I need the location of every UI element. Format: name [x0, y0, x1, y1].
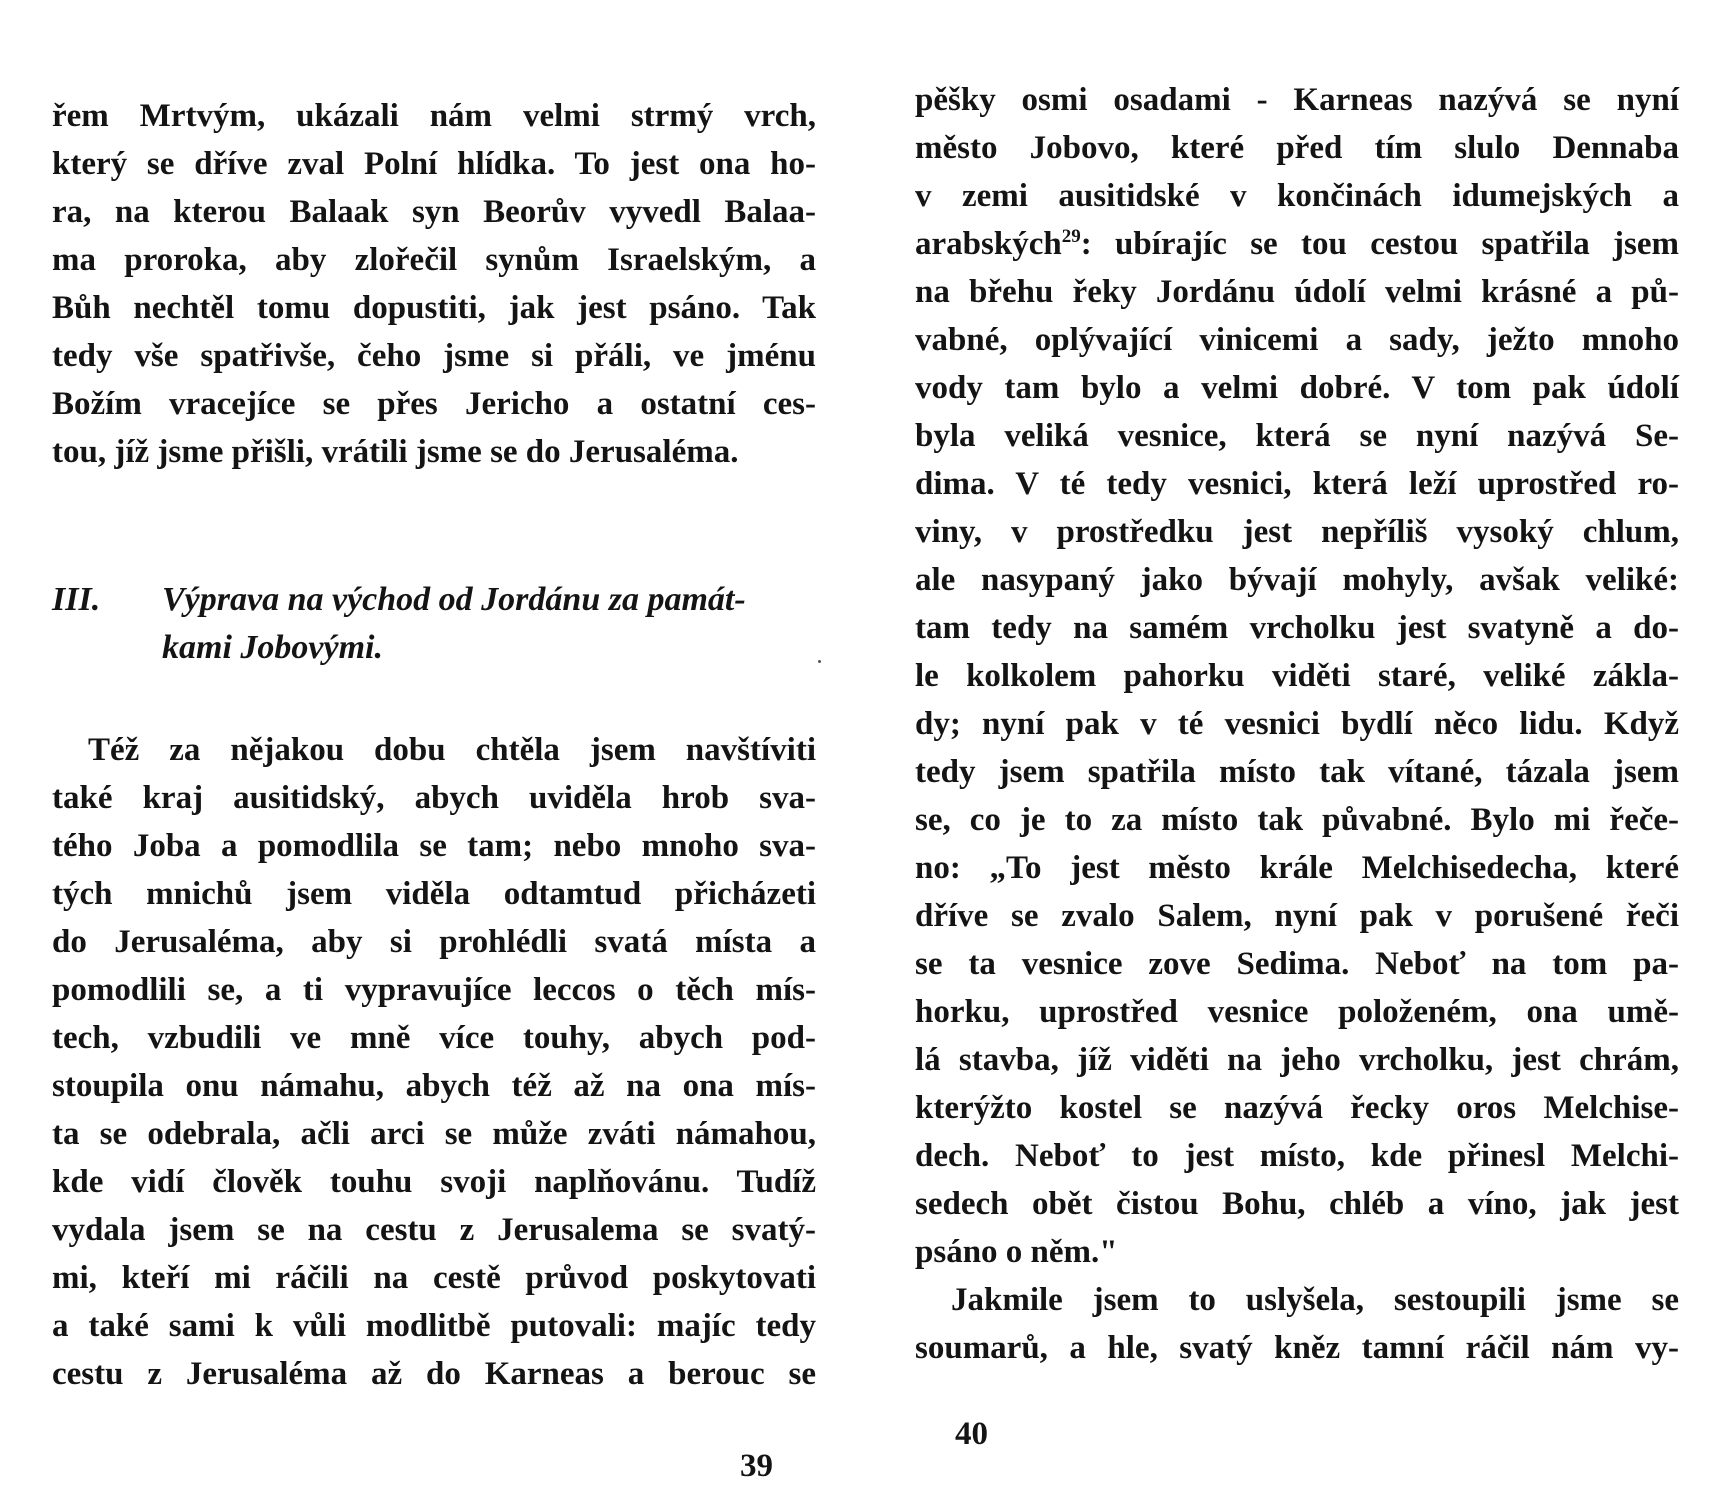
text-line: tam tedy na samém vrcholku jest svatyně a do- — [915, 610, 1679, 646]
text-line: ale nasypaný jako bývají mohyly, avšak veliké: — [915, 562, 1679, 598]
text-line: sedech obět čistou Bohu, chléb a víno, jak jest — [915, 1186, 1679, 1222]
text-line: tech, vzbudili ve mně více touhy, abych pod- — [52, 1020, 816, 1056]
text-line: ma proroka, aby zlořečil synům Israelským, a — [52, 242, 816, 278]
right-page — [859, 0, 1718, 1500]
text-line: kde vidí člověk touhu svoji naplňovánu. Tudíž — [52, 1164, 816, 1200]
text-line: viny, v prostředku jest nepříliš vysoký chlum, — [915, 514, 1679, 550]
text-line: Jakmile jsem to uslyšela, sestoupili jsme se — [951, 1282, 1679, 1318]
text-line: tých mnichů jsem viděla odtamtud přicházeti — [52, 876, 816, 912]
page-number: 39 — [740, 1448, 773, 1484]
text-line: no: „To jest město krále Melchisedecha, které — [915, 850, 1679, 886]
text-line: město Jobovo, které před tím slulo Dennaba — [915, 130, 1679, 166]
text-line: a také sami k vůli modlitbě putovali: majíc tedy — [52, 1308, 816, 1344]
text-line: řem Mrtvým, ukázali nám velmi strmý vrch, — [52, 98, 816, 134]
text-line: dima. V té tedy vesnici, která leží uprostřed ro- — [915, 466, 1679, 502]
text-line: Též za nějakou dobu chtěla jsem navštíviti — [88, 732, 816, 768]
text-fragment: arabských — [915, 226, 1062, 262]
section-title-line: kami Jobovými. — [162, 629, 383, 666]
text-line: pomodlili se, a ti vypravujíce leccos o těch mís- — [52, 972, 816, 1008]
text-line: také kraj ausitidský, abych uviděla hrob sva- — [52, 780, 816, 816]
text-line: stoupila onu námahu, abych též až na ona mís- — [52, 1068, 816, 1104]
text-line: do Jerusaléma, aby si prohlédli svatá místa a — [52, 924, 816, 960]
text-line: byla veliká vesnice, která se nyní nazývá Se- — [915, 418, 1679, 454]
text-line: pěšky osmi osadami - Karneas nazývá se nyní — [915, 82, 1679, 118]
text-line: psáno o něm." — [915, 1234, 1118, 1270]
text-fragment: : ubírajíc se tou cestou spatřila jsem — [1080, 226, 1679, 262]
text-line-with-footnote — [915, 220, 1679, 268]
text-line: se ta vesnice zove Sedima. Neboť na tom pa- — [915, 946, 1679, 982]
text-line: cestu z Jerusaléma až do Karneas a berouc se — [52, 1356, 816, 1392]
text-line: tedy jsem spatřila místo tak vítané, tázala jsem — [915, 754, 1679, 790]
print-speck — [818, 660, 821, 663]
text-line: dříve se zvalo Salem, nyní pak v porušené řeči — [915, 898, 1679, 934]
text-line: tedy vše spatřivše, čeho jsme si přáli, ve jménu — [52, 338, 816, 374]
text-line: Božím vracejíce se přes Jericho a ostatní ces- — [52, 386, 816, 422]
text-line: dy; nyní pak v té vesnici bydlí něco lidu. Když — [915, 706, 1679, 742]
left-text-column — [52, 92, 816, 1398]
page-number: 40 — [955, 1416, 988, 1452]
section-number: III. — [52, 581, 101, 618]
spacer — [52, 476, 816, 576]
text-line: horku, uprostřed vesnice položeném, ona umě- — [915, 994, 1679, 1030]
spacer — [52, 672, 816, 726]
text-line: tou, jíž jsme přišli, vrátili jsme se do Jerusaléma. — [52, 434, 739, 470]
text-line: mi, kteří mi ráčili na cestě průvod poskytovati — [52, 1260, 816, 1296]
section-title — [162, 576, 816, 672]
text-line: který se dříve zval Polní hlídka. To jest ona ho- — [52, 146, 816, 182]
section-heading — [52, 576, 816, 672]
text-line: dech. Neboť to jest místo, kde přinesl Melchi- — [915, 1138, 1679, 1174]
text-line: na břehu řeky Jordánu údolí velmi krásné a pů- — [915, 274, 1679, 310]
section-title-line: Výprava na východ od Jordánu za památ- — [162, 581, 746, 618]
text-line: soumarů, a hle, svatý kněz tamní ráčil nám vy- — [915, 1330, 1679, 1366]
text-line: kterýžto kostel se nazývá řecky oros Melchise- — [915, 1090, 1679, 1126]
text-line: vydala jsem se na cestu z Jerusalema se svatý- — [52, 1212, 816, 1248]
text-line: Bůh nechtěl tomu dopustiti, jak jest psáno. Tak — [52, 290, 816, 326]
text-line: v zemi ausitidské v končinách idumejských a — [915, 178, 1679, 214]
text-line: vody tam bylo a velmi dobré. V tom pak údolí — [915, 370, 1679, 406]
text-line: tého Joba a pomodlila se tam; nebo mnoho sva- — [52, 828, 816, 864]
text-line: lá stavba, jíž viděti na jeho vrcholku, jest chrám, — [915, 1042, 1679, 1078]
footnote-marker: 29 — [1061, 226, 1081, 247]
right-text-column — [915, 76, 1679, 1372]
text-line: ra, na kterou Balaak syn Beorův vyvedl Balaa- — [52, 194, 816, 230]
text-line: le kolkolem pahorku viděti staré, veliké zákla- — [915, 658, 1679, 694]
text-line: vabné, oplývající vinicemi a sady, ježto mnoho — [915, 322, 1679, 358]
text-line: se, co je to za místo tak půvabné. Bylo mi řeče- — [915, 802, 1679, 838]
text-line: ta se odebrala, ačli arci se může zváti námahou, — [52, 1116, 816, 1152]
